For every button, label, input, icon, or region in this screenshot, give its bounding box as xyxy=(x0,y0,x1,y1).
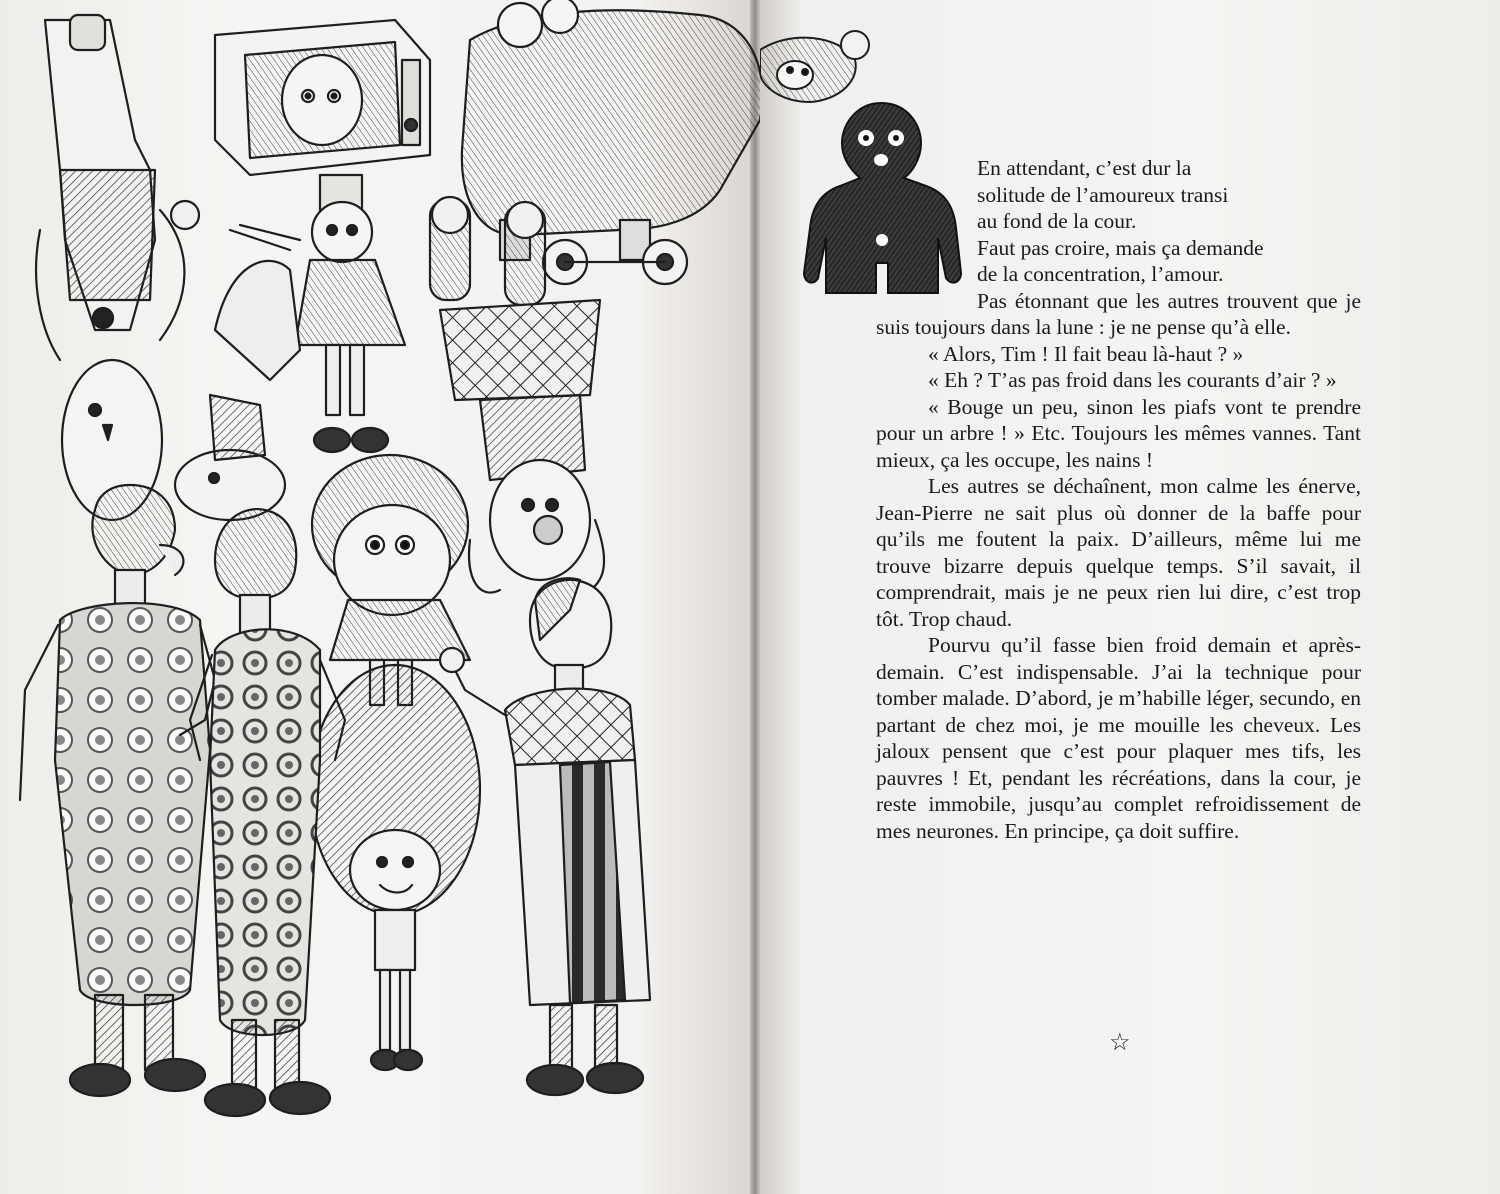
paragraph: « Bouge un peu, sinon les piafs vont te prendre pour un arbre ! » Etc. Toujours les mêmes vannes. Tant mieux, ça les occupe, les nains ! xyxy=(876,394,1361,472)
paragraph-line: Faut pas croire, mais ça demande xyxy=(977,235,1264,260)
paragraph-line: au fond de la cour. xyxy=(977,209,1137,233)
page-body-text xyxy=(876,155,1361,844)
paragraph: Les autres se déchaînent, mon calme les énerve, Jean-Pierre ne sait plus où donner de la baffe pour qu’ils me foutent la paix. D’ailleurs, même lui me trouve bizarre depuis quelque temps. S’il savait, il comprendrait, mais je ne peux rien lui dire, c’est trop tôt. Trop chaud. xyxy=(876,474,1361,631)
paragraph: « Eh ? T’as pas froid dans les courants d’air ? » xyxy=(928,368,1337,392)
paragraph-line: solitude de l’amoureux transi xyxy=(977,182,1229,207)
section-ornament: ☆ xyxy=(1109,1030,1131,1056)
paragraph: « Alors, Tim ! Il fait beau là-haut ? » xyxy=(928,341,1244,366)
paragraph-line: de la concentration, l’amour. xyxy=(977,262,1224,286)
paragraph: Pas étonnant que les autres trouvent que je suis toujours dans la lune : je ne pense qu’à elle. xyxy=(876,288,1361,339)
paragraph: Pourvu qu’il fasse bien froid demain et après-demain. C’est indispensable. J’ai la technique pour tomber malade. D’abord, je m’habille léger, secundo, en partant de chez moi, je me mouille les cheveux. Les jaloux pensent que c’est pour plaquer mes tifs, les pauvres ! Et, pendant les récréations, dans la cour, je reste immobile, jusqu’au complet refroidissement de mes neurones. En principe, ça doit suffire. xyxy=(876,633,1361,843)
paragraph-line: En attendant, c’est dur la xyxy=(977,156,1192,180)
